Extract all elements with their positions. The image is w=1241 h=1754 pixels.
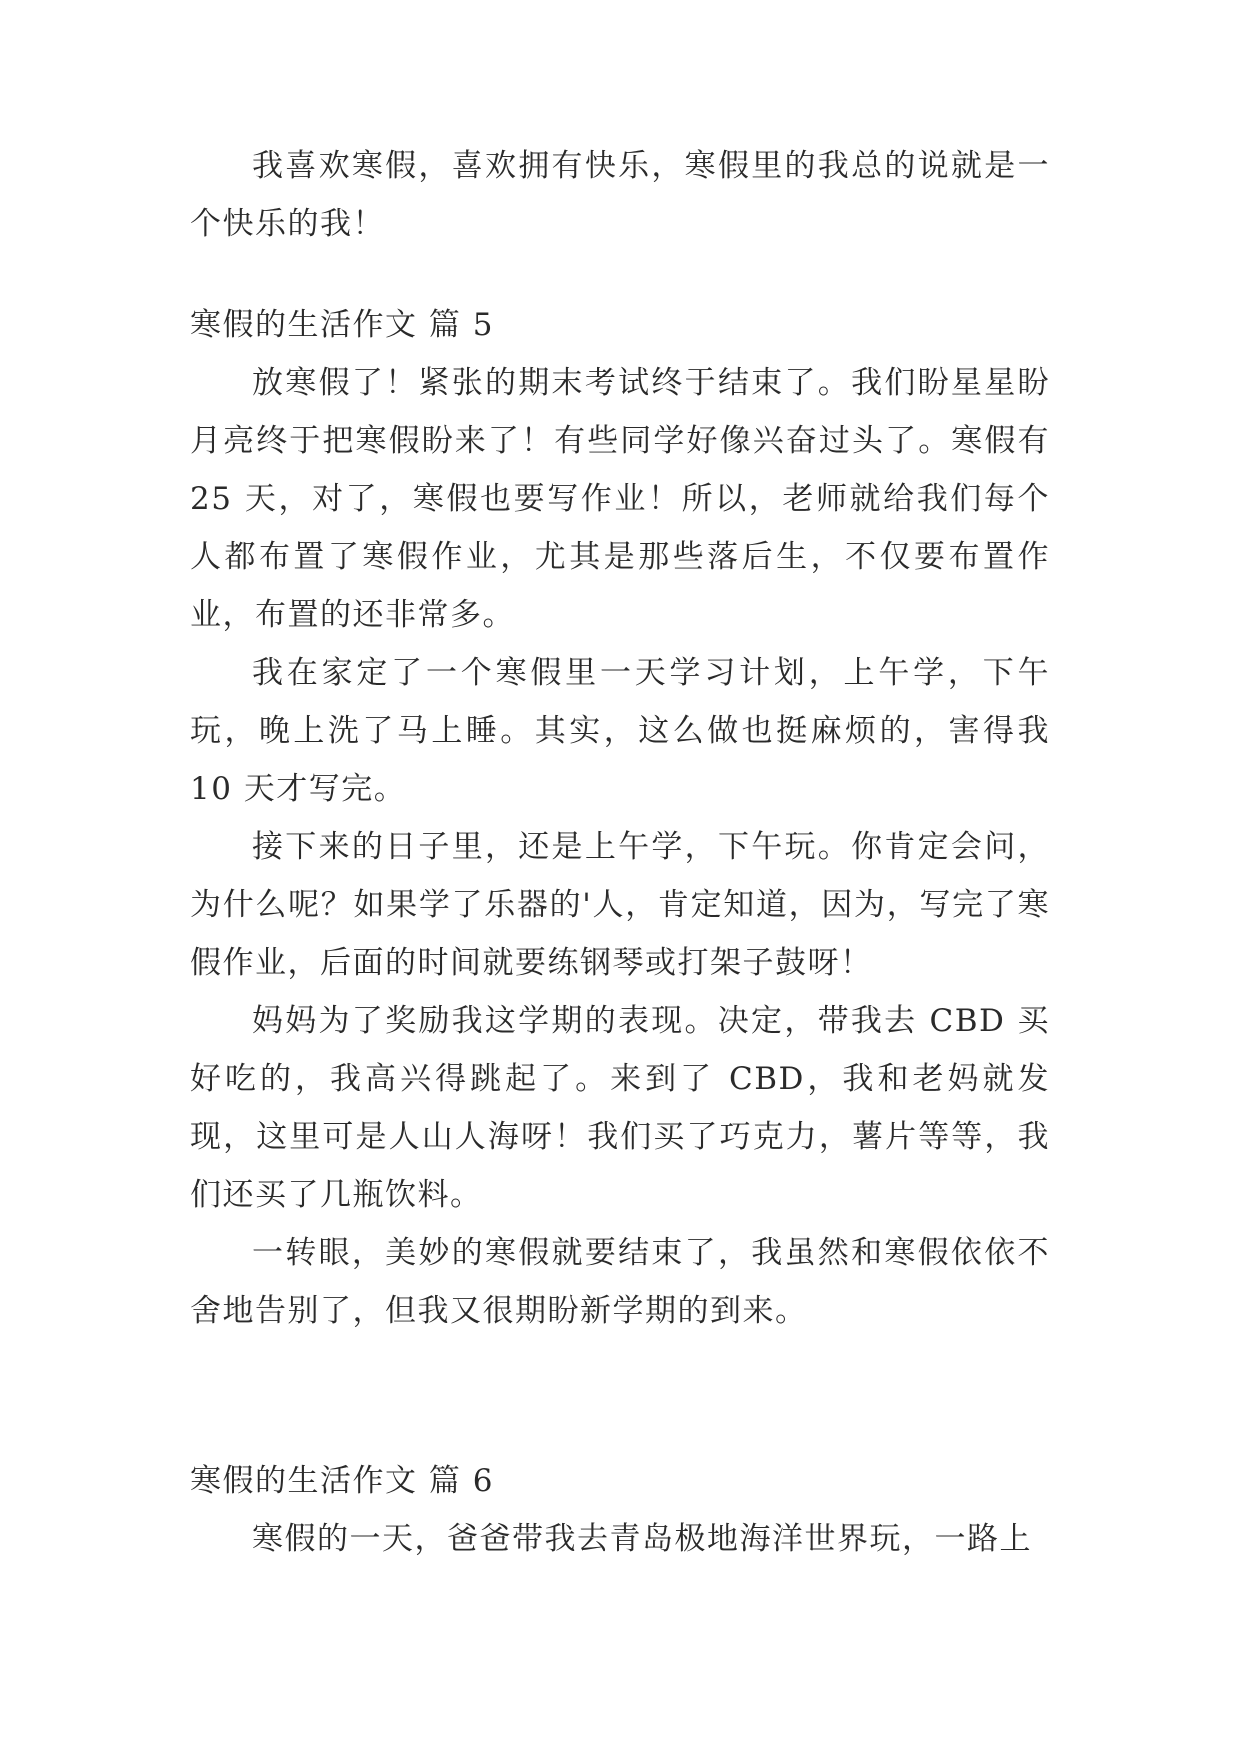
section-5-paragraph-3: 接下来的日子里，还是上午学，下午玩。你肯定会问，为什么呢？如果学了乐器的'人，肯定知道，因为，写完了寒假作业，后面的时间就要练钢琴或打架子鼓呀！	[190, 829, 1050, 981]
intro-block	[190, 137, 1050, 253]
section-6	[190, 1452, 1050, 1568]
intro-paragraph: 我喜欢寒假，喜欢拥有快乐，寒假里的我总的说就是一个快乐的我！	[190, 148, 1050, 242]
section-5-paragraph-1: 放寒假了！紧张的期末考试终于结束了。我们盼星星盼月亮终于把寒假盼来了！有些同学好像兴奋过头了。寒假有 25 天，对了，寒假也要写作业！所以，老师就给我们每个人都布置了寒假作业，尤其是那些落后生，不仅要布置作业，布置的还非常多。	[190, 365, 1050, 633]
section-5-paragraph-4: 妈妈为了奖励我这学期的表现。决定，带我去 CBD 买好吃的，我高兴得跳起了。来到了 CBD，我和老妈就发现，这里可是人山人海呀！我们买了巧克力，薯片等等，我们还买了几瓶饮料。	[190, 1003, 1050, 1213]
section-5	[190, 296, 1050, 1340]
section-6-paragraph-1: 寒假的一天，爸爸带我去青岛极地海洋世界玩，一路上	[252, 1521, 1032, 1557]
section-5-heading: 寒假的生活作文 篇 5	[190, 307, 494, 343]
section-6-heading: 寒假的生活作文 篇 6	[190, 1463, 494, 1499]
section-5-paragraph-5: 一转眼，美妙的寒假就要结束了，我虽然和寒假依依不舍地告别了，但我又很期盼新学期的到来。	[190, 1235, 1050, 1329]
section-5-paragraph-2: 我在家定了一个寒假里一天学习计划，上午学，下午玩，晚上洗了马上睡。其实，这么做也挺麻烦的，害得我 10 天才写完。	[190, 655, 1050, 807]
